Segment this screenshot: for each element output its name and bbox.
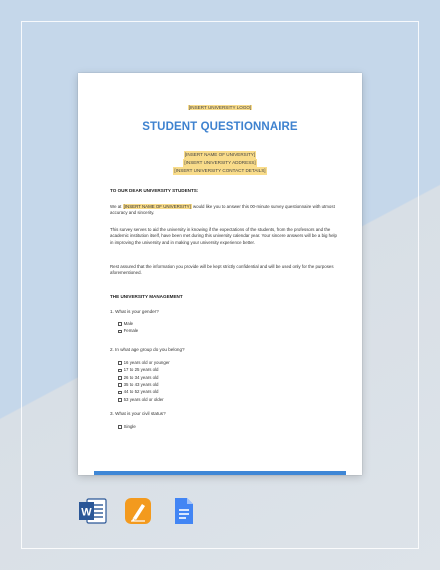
checkbox-icon[interactable] bbox=[118, 322, 122, 326]
contact-line: [INSERT UNIVERSITY ADDRESS] bbox=[184, 160, 256, 165]
contact-block bbox=[78, 151, 362, 175]
question: 3. What is your civil status? Single bbox=[110, 411, 338, 431]
option[interactable]: 35 to 43 years old bbox=[118, 382, 338, 389]
option[interactable]: 17 to 25 years old bbox=[118, 367, 338, 374]
logo-placeholder: [INSERT UNIVERSITY LOGO] bbox=[188, 105, 252, 110]
document-page bbox=[78, 73, 362, 475]
checkbox-icon[interactable] bbox=[118, 369, 122, 373]
option[interactable]: Male bbox=[118, 320, 338, 327]
contact-line: [INSERT NAME OF UNIVERSITY] bbox=[184, 152, 256, 157]
option[interactable]: Female bbox=[118, 328, 338, 335]
app-icons bbox=[78, 496, 198, 526]
footer-bar bbox=[94, 471, 346, 475]
option[interactable]: Single bbox=[118, 423, 338, 430]
option[interactable]: 16 years old or younger bbox=[118, 359, 338, 366]
question: 2. In what age group do you belong? 16 years old or younger 17 to 25 years old 26 to 34 years old 35 to 43 years old 44 to 52 years old 53 years old or older bbox=[110, 347, 338, 404]
word-icon[interactable] bbox=[78, 496, 108, 526]
option[interactable]: 53 years old or older bbox=[118, 396, 338, 403]
checkbox-icon[interactable] bbox=[118, 391, 122, 395]
question: 1. What is your gender? Male Female bbox=[110, 309, 338, 335]
option[interactable]: 26 to 34 years old bbox=[118, 374, 338, 381]
checkbox-icon[interactable] bbox=[118, 398, 122, 402]
section-heading: THE UNIVERSITY MANAGEMENT bbox=[110, 294, 183, 299]
svg-text:W: W bbox=[81, 506, 92, 519]
pages-icon[interactable] bbox=[123, 496, 153, 526]
google-docs-icon[interactable] bbox=[168, 496, 198, 526]
option[interactable]: 44 to 52 years old bbox=[118, 389, 338, 396]
checkbox-icon[interactable] bbox=[118, 425, 122, 429]
checkbox-icon[interactable] bbox=[118, 330, 122, 334]
checkbox-icon[interactable] bbox=[118, 376, 122, 380]
checkbox-icon[interactable] bbox=[118, 361, 122, 365]
paragraph-confidential: Rest assured that the information you provide will be kept strictly confidential and will be used only for the purposes aforementioned. bbox=[110, 264, 334, 276]
greeting: TO OUR DEAR UNIVERSITY STUDENTS: bbox=[110, 188, 199, 193]
paragraph-purpose: This survey serves to aid the university in knowing if the expectations of the students, from the professors and the academic institution itself, have been met during this university calendar year. Your sincere answers will be a big help in improving the university and in making your university experience better. bbox=[110, 227, 337, 245]
paragraph-intro: We at [INSERT NAME OF UNIVERSITY] would like you to answer this 00-minute survey questionnaire with utmost accuracy and sincerity. bbox=[110, 204, 335, 216]
checkbox-icon[interactable] bbox=[118, 383, 122, 387]
document-title: STUDENT QUESTIONNAIRE bbox=[142, 121, 298, 133]
contact-line: [INSERT UNIVERSITY CONTACT DETAILS] bbox=[174, 168, 266, 173]
